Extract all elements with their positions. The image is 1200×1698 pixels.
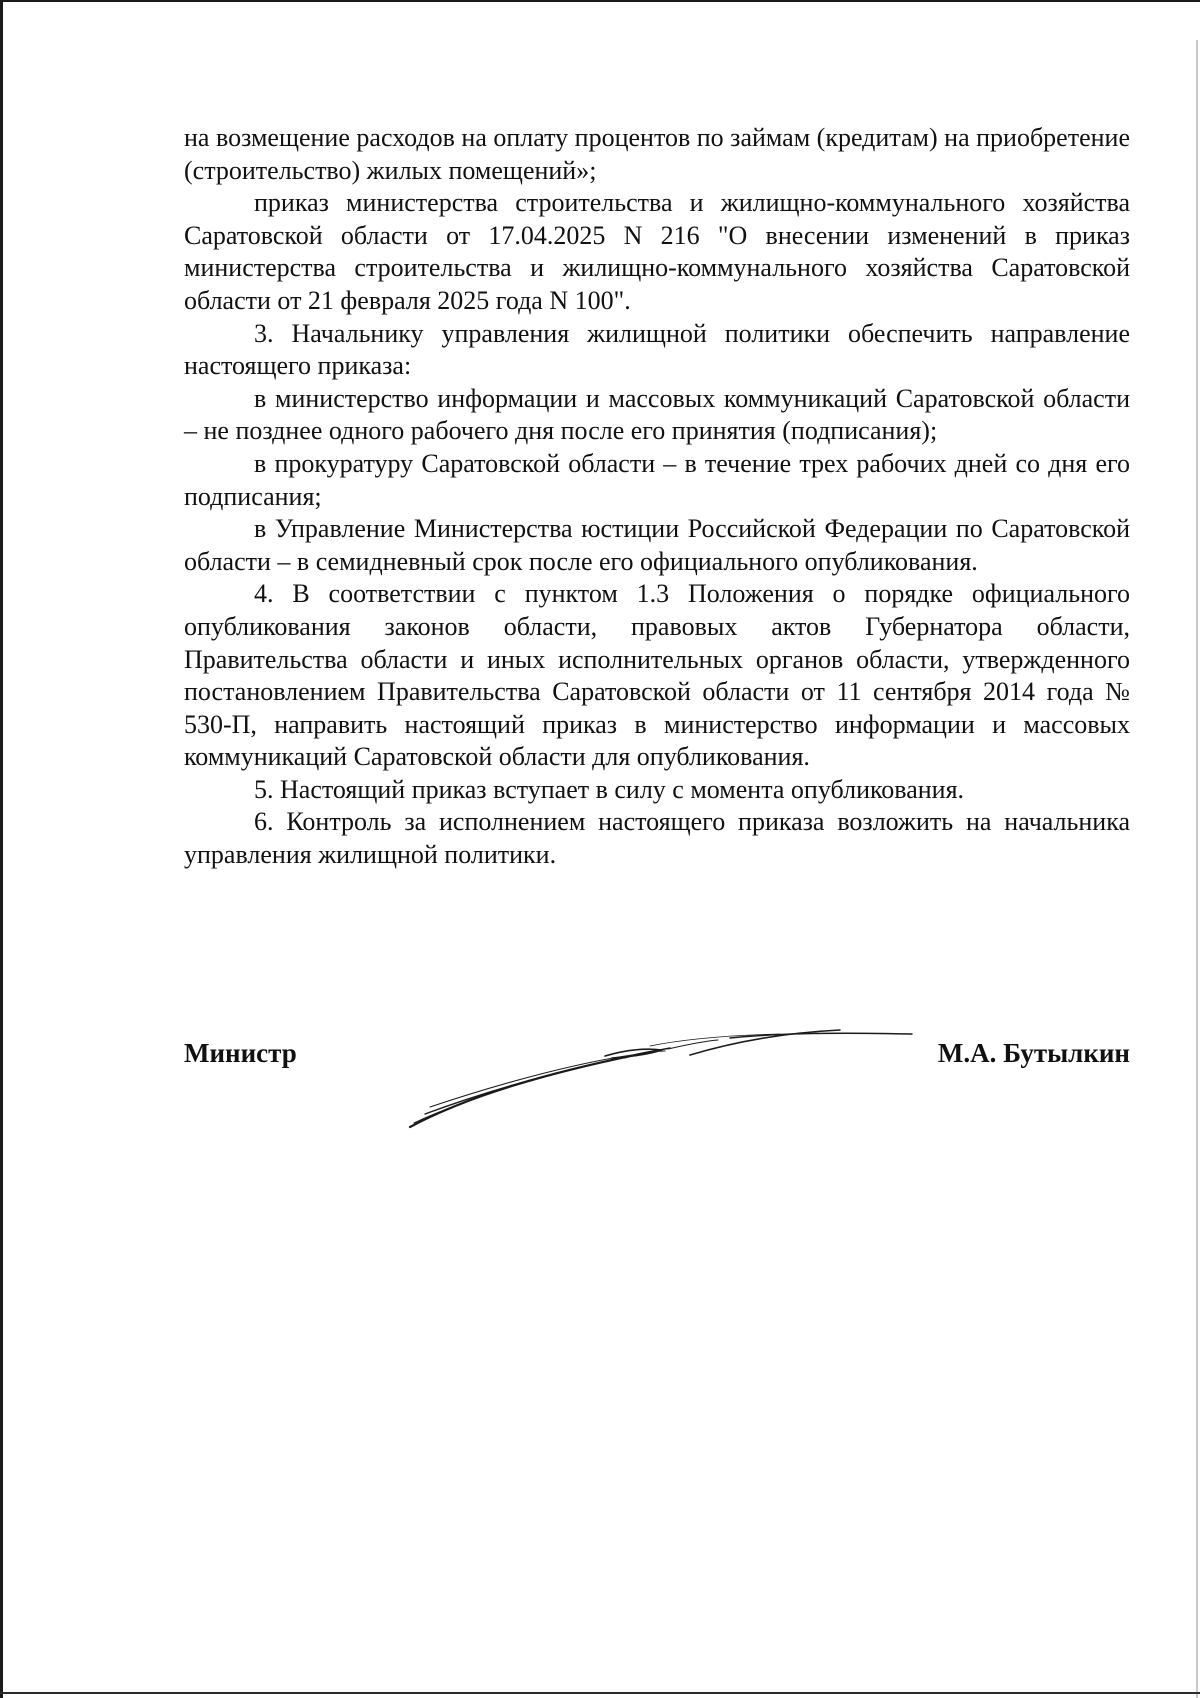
paragraph-continuation: на возмещение расходов на оплату процентов по займам (кредитам) на приобретение (строительство) жилых помещений»; <box>184 123 1130 185</box>
scan-edge-bottom <box>0 1692 1200 1694</box>
paragraph-item-3-prosecutor: в прокуратуру Саратовской области – в течение трех рабочих дней со дня его подписания; <box>184 448 1130 511</box>
scan-edge-right <box>1196 40 1198 1698</box>
signatory-name: М.А. Бутылкин <box>937 1038 1130 1068</box>
paragraph-item-3: 3. Начальнику управления жилищной политики обеспечить направление настоящего приказа: <box>184 318 1130 381</box>
paragraph-item-4: 4. В соответствии с пунктом 1.3 Положения о порядке официального опубликования законов области, правовых актов Губернатора области, Правительства области и иных исполнительных органов области, утвержденного постановлением Правительства Саратовской области от 11 сентября 2014 года № 530-П, направить настоящий приказ в министерство информации и массовых коммуникаций Саратовской области для опубликования. <box>184 579 1130 772</box>
signatory-title: Министр <box>184 1038 297 1068</box>
scan-edge-top <box>0 0 1200 2</box>
scan-edge-left <box>0 0 3 1698</box>
paragraph-item-3-ministry: в министерство информации и массовых коммуникаций Саратовской области – не позднее одного рабочего дня после его принятия (подписания); <box>184 383 1130 446</box>
paragraph-item-6: 6. Контроль за исполнением настоящего приказа возложить на начальника управления жилищной политики. <box>184 807 1130 870</box>
paragraph-item-3-justice: в Управление Министерства юстиции Российской Федерации по Саратовской области – в семидневный срок после его официального опубликования. <box>184 514 1130 576</box>
handwritten-signature <box>400 1010 920 1135</box>
paragraph-item-5: 5. Настоящий приказ вступает в силу с момента опубликования. <box>254 774 965 804</box>
document-body <box>184 122 1130 872</box>
paragraph-order-reference: приказ министерства строительства и жилищно-коммунального хозяйства Саратовской области от 17.04.2025 N 216 "О внесении изменений в приказ министерства строительства и жилищно-коммунального хозяйства Саратовской области от 21 февраля 2025 года N 100". <box>184 188 1130 315</box>
